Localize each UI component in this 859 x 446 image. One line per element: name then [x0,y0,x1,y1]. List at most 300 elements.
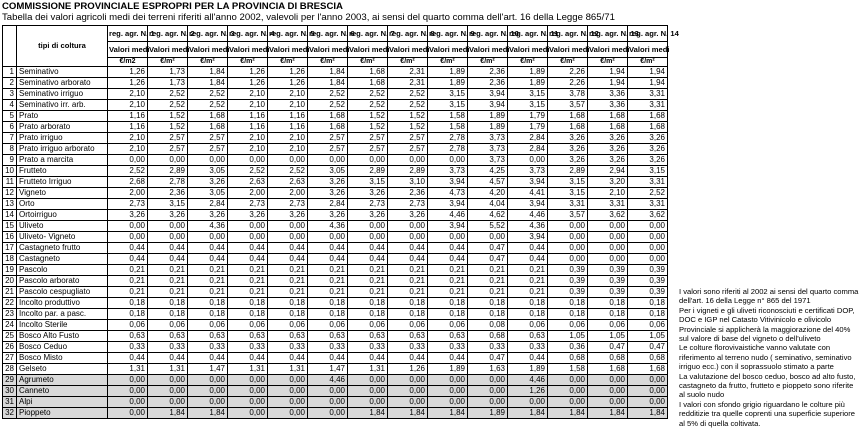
value-cell: 0,18 [588,309,628,320]
value-cell: 0,44 [108,353,148,364]
value-cell: 3,15 [148,199,188,210]
row-index-cell: 8 [3,144,17,155]
value-cell: 2,10 [228,144,268,155]
value-cell: 0,00 [148,232,188,243]
value-cell: 1,89 [428,67,468,78]
value-cell: 0,44 [428,254,468,265]
value-cell: 2,57 [148,133,188,144]
value-cell: 0,00 [268,221,308,232]
value-cell: 0,63 [228,331,268,342]
row-type-cell: Gelseto [17,364,108,375]
value-cell: 0,68 [548,353,588,364]
table-row [3,133,668,144]
header-unit-cell: €/m2 [108,58,148,67]
header-row-region [3,26,668,42]
value-cell: 0,00 [468,397,508,408]
header-value-cell: Valori medi [588,42,628,58]
value-cell: 0,00 [188,155,228,166]
value-cell: 0,44 [268,254,308,265]
value-cell: 2,73 [228,199,268,210]
table-row [3,67,668,78]
value-cell: 0,18 [228,298,268,309]
value-cell: 0,44 [508,353,548,364]
value-cell: 0,06 [268,320,308,331]
value-cell: 0,21 [508,287,548,298]
value-cell: 0,00 [108,375,148,386]
value-cell: 0,00 [548,375,588,386]
value-cell: 0,00 [388,221,428,232]
value-cell: 2,52 [188,100,228,111]
value-cell: 3,26 [188,177,228,188]
value-cell: 1,26 [388,364,428,375]
value-cell: 2,10 [228,133,268,144]
value-cell: 1,68 [628,364,668,375]
value-cell: 0,00 [268,397,308,408]
value-cell: 2,00 [228,188,268,199]
value-cell: 2,73 [348,199,388,210]
row-type-cell: Bosco Alto Fusto [17,331,108,342]
row-index-cell: 14 [3,210,17,221]
value-cell: 0,00 [388,375,428,386]
value-cell: 3,15 [348,177,388,188]
value-cell: 3,36 [588,89,628,100]
value-cell: 3,26 [588,155,628,166]
value-cell: 0,06 [348,320,388,331]
table-row [3,199,668,210]
value-cell: 1,47 [308,364,348,375]
value-cell: 0,68 [468,331,508,342]
row-index-cell: 16 [3,232,17,243]
value-cell: 0,00 [108,232,148,243]
value-cell: 3,15 [508,100,548,111]
value-cell: 3,73 [468,133,508,144]
value-cell: 0,21 [148,276,188,287]
value-cell: 1,16 [228,122,268,133]
value-cell: 1,84 [188,67,228,78]
value-cell: 1,31 [108,364,148,375]
value-cell: 0,18 [188,298,228,309]
table-row [3,166,668,177]
table-row [3,243,668,254]
header-region-cell: reg. agr. N. 2 [148,26,188,42]
value-cell: 0,00 [428,232,468,243]
value-cell: 1,89 [508,78,548,89]
header-value-cell: Valori medi [108,42,148,58]
value-cell: 0,33 [428,342,468,353]
value-cell: 0,33 [228,342,268,353]
value-cell: 1,84 [628,408,668,419]
value-cell: 0,33 [508,342,548,353]
table-row [3,276,668,287]
table-row [3,155,668,166]
row-index-cell: 30 [3,386,17,397]
header-value-cell: Valori medi [348,42,388,58]
value-cell: 1,89 [508,364,548,375]
row-type-cell: Prato irriguo arborato [17,144,108,155]
value-cell: 0,44 [268,243,308,254]
header-unit-cell: €/m² [548,58,588,67]
value-cell: 1,94 [588,78,628,89]
value-cell: 0,00 [588,243,628,254]
value-cell: 0,21 [108,265,148,276]
row-index-cell: 9 [3,155,17,166]
value-cell: 3,73 [468,144,508,155]
value-cell: 3,26 [348,188,388,199]
value-cell: 2,36 [388,188,428,199]
value-cell: 2,26 [548,67,588,78]
value-cell: 1,16 [228,111,268,122]
row-index-cell: 29 [3,375,17,386]
note-text: La valutazione del bosco ceduo, bosco ad alto fusto, castagneto da frutto, frutteto e pioppeto sono riferite al suolo nudo [679,371,856,400]
value-cell: 0,00 [388,155,428,166]
table-row [3,331,668,342]
value-cell: 2,10 [268,144,308,155]
value-cell: 1,84 [148,408,188,419]
header-value-cell: Valori medi [548,42,588,58]
value-cell: 1,94 [588,67,628,78]
value-cell: 1,68 [628,111,668,122]
row-type-cell: Agrumeto [17,375,108,386]
row-type-cell: Orto [17,199,108,210]
value-cell: 0,47 [468,353,508,364]
value-cell: 2,57 [188,144,228,155]
value-cell: 2,73 [388,199,428,210]
value-cell: 0,18 [468,309,508,320]
value-cell: 2,36 [148,188,188,199]
value-cell: 0,21 [468,265,508,276]
value-cell: 0,44 [188,254,228,265]
value-cell: 3,26 [268,210,308,221]
value-cell: 3,26 [628,155,668,166]
row-index-cell: 10 [3,166,17,177]
value-cell: 2,57 [308,144,348,155]
value-cell: 1,84 [428,408,468,419]
value-cell: 1,05 [548,331,588,342]
row-index-cell: 23 [3,309,17,320]
value-cell: 1,68 [348,78,388,89]
value-cell: 0,21 [428,265,468,276]
value-cell: 0,00 [268,408,308,419]
value-cell: 1,31 [268,364,308,375]
table-row [3,298,668,309]
value-cell: 0,18 [348,298,388,309]
value-cell: 0,08 [468,320,508,331]
value-cell: 1,52 [348,111,388,122]
header-region-cell: reg. agr. N. 6 [308,26,348,42]
value-cell: 3,26 [308,177,348,188]
value-cell: 3,94 [428,199,468,210]
value-cell: 3,05 [308,166,348,177]
table-row [3,320,668,331]
value-cell: 2,10 [268,100,308,111]
value-cell: 1,84 [188,408,228,419]
value-cell: 0,00 [548,254,588,265]
value-cell: 0,21 [268,265,308,276]
value-cell: 2,63 [268,177,308,188]
value-cell: 0,00 [548,243,588,254]
row-index-cell: 4 [3,100,17,111]
value-cell: 0,00 [348,375,388,386]
value-cell: 3,15 [508,89,548,100]
value-cell: 0,63 [388,331,428,342]
value-cell: 0,00 [548,386,588,397]
value-cell: 3,36 [588,100,628,111]
value-cell: 3,26 [228,210,268,221]
row-index-cell: 7 [3,133,17,144]
value-cell: 0,00 [588,386,628,397]
header-unit-cell: €/m² [348,58,388,67]
value-cell: 1,31 [348,364,388,375]
row-type-cell: Incolto Sterile [17,320,108,331]
value-cell: 0,39 [628,276,668,287]
value-cell: 0,06 [108,320,148,331]
value-cell: 0,33 [268,342,308,353]
value-cell: 0,63 [108,331,148,342]
value-cell: 0,00 [388,397,428,408]
value-cell: 2,52 [308,89,348,100]
value-cell: 1,68 [548,111,588,122]
value-cell: 2,31 [388,78,428,89]
value-cell: 1,84 [308,67,348,78]
value-cell: 3,94 [508,177,548,188]
table-row [3,100,668,111]
value-cell: 0,18 [268,298,308,309]
value-cell: 0,00 [228,397,268,408]
value-cell: 3,31 [628,100,668,111]
value-cell: 4,20 [468,188,508,199]
value-cell: 0,63 [148,331,188,342]
value-cell: 2,57 [388,144,428,155]
value-cell: 3,26 [548,155,588,166]
value-cell: 0,63 [508,331,548,342]
value-cell: 3,62 [588,210,628,221]
value-cell: 0,00 [188,397,228,408]
value-cell: 3,57 [548,210,588,221]
value-cell: 2,89 [388,166,428,177]
value-cell: 2,94 [588,166,628,177]
row-type-cell: Frutteto Irriguo [17,177,108,188]
value-cell: 0,39 [628,265,668,276]
header-value-cell: Valori medi [268,42,308,58]
value-cell: 0,06 [508,320,548,331]
value-cell: 0,39 [628,287,668,298]
row-type-cell: Pioppeto [17,408,108,419]
value-cell: 1,58 [428,122,468,133]
value-cell: 0,00 [468,232,508,243]
value-cell: 1,84 [548,408,588,419]
value-cell: 3,26 [348,210,388,221]
value-cell: 2,73 [268,199,308,210]
value-cell: 3,73 [508,166,548,177]
row-type-cell: Castagneto frutto [17,243,108,254]
value-cell: 0,00 [308,397,348,408]
value-cell: 0,39 [548,287,588,298]
value-cell: 0,00 [628,221,668,232]
value-cell: 4,25 [468,166,508,177]
row-index-cell: 28 [3,364,17,375]
row-type-cell: Incolto produttivo [17,298,108,309]
value-cell: 0,18 [228,309,268,320]
value-cell: 2,10 [228,100,268,111]
value-cell: 1,47 [188,364,228,375]
value-cell: 1,52 [148,111,188,122]
value-cell: 4,46 [508,375,548,386]
header-region-cell: reg. agr. N. 5 [268,26,308,42]
value-cell: 2,78 [428,144,468,155]
value-cell: 2,36 [468,78,508,89]
value-cell: 0,00 [388,386,428,397]
value-cell: 0,44 [388,353,428,364]
value-cell: 3,20 [588,177,628,188]
value-cell: 4,46 [428,210,468,221]
note-text: Le colture florovivaistiche vanno valutate con riferimento al terreno nudo ( seminativo, seminativo irriguo ecc.) con il soprassuolo stimato a parte [679,343,852,372]
value-cell: 0,68 [588,353,628,364]
value-cell: 0,63 [428,331,468,342]
value-cell: 0,44 [108,243,148,254]
value-cell: 3,10 [388,177,428,188]
value-cell: 1,89 [468,408,508,419]
table-row [3,89,668,100]
value-cell: 2,78 [428,133,468,144]
value-cell: 1,79 [508,111,548,122]
value-cell: 5,52 [468,221,508,232]
value-cell: 0,44 [508,243,548,254]
table-row [3,111,668,122]
value-cell: 2,63 [228,177,268,188]
table-row [3,397,668,408]
value-cell: 0,47 [588,342,628,353]
row-type-cell: Bosco Misto [17,353,108,364]
value-cell: 0,00 [388,232,428,243]
value-cell: 0,18 [468,298,508,309]
table-body [3,67,668,419]
value-cell: 1,84 [508,408,548,419]
value-cell: 3,73 [468,155,508,166]
value-cell: 0,00 [228,386,268,397]
value-cell: 1,52 [388,111,428,122]
value-cell: 3,26 [188,210,228,221]
value-cell: 1,84 [588,408,628,419]
table-row [3,232,668,243]
value-cell: 4,62 [468,210,508,221]
value-cell: 0,33 [148,342,188,353]
value-cell: 3,26 [548,133,588,144]
value-cell: 0,21 [428,287,468,298]
row-index-cell: 24 [3,320,17,331]
value-cell: 0,18 [188,309,228,320]
value-cell: 4,57 [468,177,508,188]
value-cell: 2,84 [508,133,548,144]
value-cell: 2,68 [108,177,148,188]
value-cell: 2,00 [268,188,308,199]
value-cell: 0,44 [308,243,348,254]
row-type-cell: Canneto [17,386,108,397]
value-cell: 1,26 [508,386,548,397]
value-cell: 0,00 [188,232,228,243]
value-cell: 0,47 [628,342,668,353]
value-cell: 0,00 [148,155,188,166]
value-cell: 0,18 [548,309,588,320]
header-value-cell: Valori medi [388,42,428,58]
value-cell: 0,21 [508,276,548,287]
header-unit-cell: €/m² [428,58,468,67]
value-cell: 0,06 [188,320,228,331]
value-cell: 1,73 [148,67,188,78]
value-cell: 0,21 [348,265,388,276]
value-cell: 0,00 [428,397,468,408]
header-region-cell: reg. agr. N. 14 [628,26,668,42]
value-cell: 4,73 [428,188,468,199]
value-cell: 0,06 [588,320,628,331]
value-cell: 3,26 [148,210,188,221]
value-cell: 0,44 [188,243,228,254]
value-cell: 1,89 [508,67,548,78]
value-cell: 3,15 [428,100,468,111]
table-row [3,122,668,133]
value-cell: 0,33 [308,342,348,353]
table-row [3,221,668,232]
value-cell: 2,36 [468,67,508,78]
value-cell: 1,84 [388,408,428,419]
value-cell: 0,06 [548,320,588,331]
value-cell: 0,00 [188,386,228,397]
row-index-cell: 12 [3,188,17,199]
note-text: Per i vigneti e gli uliveti riconosciuti e certificati DOP, DOC e IGP nel Catasto Vitivinicolo e olivicolo Provinciale si applicherà la maggiorazione del 40% sul valore di base del vigneto o dell'uliveto [679,305,855,344]
row-index-cell: 31 [3,397,17,408]
value-cell: 0,36 [548,342,588,353]
value-cell: 2,57 [308,133,348,144]
value-cell: 1,94 [628,67,668,78]
value-cell: 4,36 [508,221,548,232]
header-index-cell [3,26,17,67]
row-type-cell: Uliveto [17,221,108,232]
row-index-cell: 27 [3,353,17,364]
header-region-cell: reg. agr. N. 9 [428,26,468,42]
header-unit-cell: €/m² [588,58,628,67]
value-cell: 1,05 [628,331,668,342]
value-cell: 0,00 [108,397,148,408]
value-cell: 0,00 [308,232,348,243]
table-row [3,309,668,320]
value-cell: 0,44 [228,243,268,254]
row-index-cell: 5 [3,111,17,122]
table-row [3,287,668,298]
value-cell: 0,00 [148,397,188,408]
value-cell: 1,68 [588,364,628,375]
value-cell: 3,26 [628,133,668,144]
value-cell: 0,06 [148,320,188,331]
value-cell: 0,33 [188,342,228,353]
value-cell: 4,36 [188,221,228,232]
value-cell: 2,73 [108,199,148,210]
value-cell: 1,68 [308,122,348,133]
value-cell: 0,18 [348,309,388,320]
value-cell: 0,44 [268,353,308,364]
value-cell: 1,89 [468,111,508,122]
row-index-cell: 11 [3,177,17,188]
value-cell: 0,44 [228,254,268,265]
value-cell: 2,52 [388,100,428,111]
header-value-cell: Valori medi [148,42,188,58]
value-cell: 0,21 [508,265,548,276]
value-cell: 2,10 [108,100,148,111]
value-cell: 2,52 [388,89,428,100]
row-type-cell: Pascolo arborato [17,276,108,287]
value-cell: 0,00 [588,221,628,232]
value-cell: 0,18 [588,298,628,309]
values-table [2,25,679,419]
value-cell: 0,00 [628,243,668,254]
